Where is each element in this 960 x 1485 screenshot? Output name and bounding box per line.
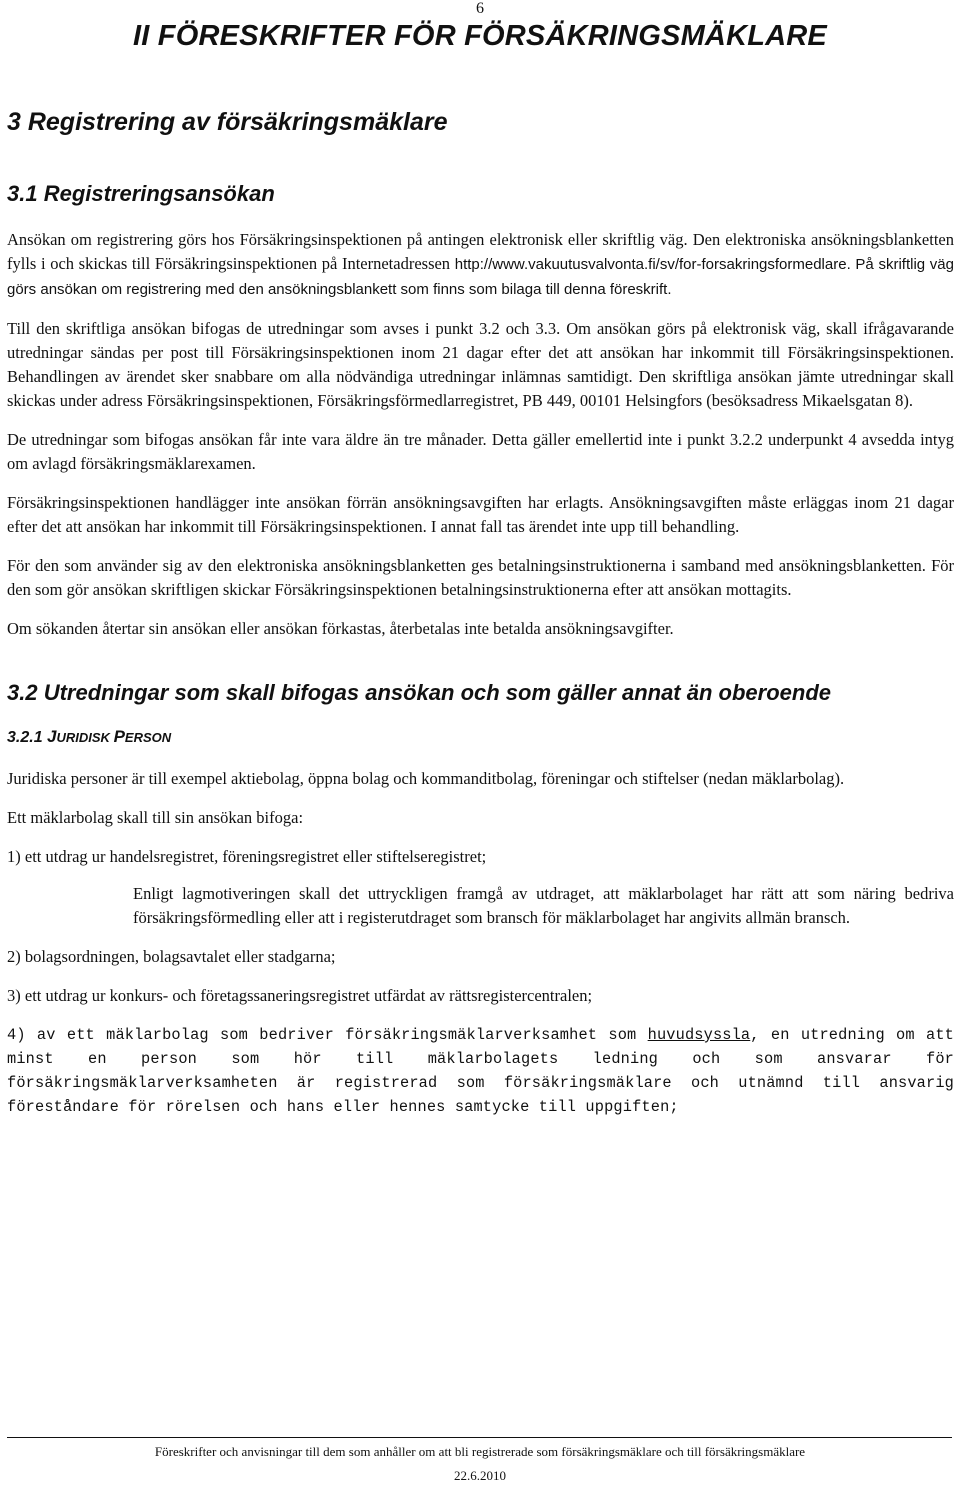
paragraph-legal-persons: Juridiska personer är till exempel aktiebolag, öppna bolag och kommanditbolag, föreningar och stiftelser (nedan mäklarbolag). xyxy=(7,769,845,788)
paragraph-payment-instructions: För den som använder sig av den elektroniska ansökningsblanketten ges betalningsinstruktionerna i samband med ansökningsblanketten. För den som gör ansökan skriftligen skickar Försäkringsinspektionen betalningsinstruktionerna efter att ansökan mottagits. xyxy=(7,556,954,599)
list-item-4 xyxy=(7,1023,954,1119)
footer-text: Föreskrifter och anvisningar till dem som anhåller om att bli registrerade som försäkringsmäklare och till försäkringsmäklare xyxy=(154,1444,806,1459)
list-item-4-text-rest: , en utredning om att minst en person som hör till mäklarbolagets ledning och som ansvarar för försäkringsmäklarverksamheten är registrerad som försäkringsmäklare och utnämnd till ansvarig föreståndare för rörelsen och hans eller hennes samtycke till uppgiften; xyxy=(7,1026,954,1116)
paragraph-text: Ansökan om registrering görs hos Försäkringsinspektionen på antingen elektronisk eller skriftlig väg. Den elektroniska ansökningsblanketten fylls i och skickas till Försäkringsinspektionen på Internetadressen xyxy=(7,230,954,273)
paragraph-application-fee: Försäkringsinspektionen handlägger inte ansökan förrän ansökningsavgiften har erlagts. Ansökningsavgiften måste erläggas inom 21 dagar efter det att ansökan har inkommit till Försäkringsinspektionen. I annat fall tas ärendet inte upp till behandling. xyxy=(7,493,954,536)
page-content xyxy=(7,104,954,1134)
list-item-2: 2) bolagsordningen, bolagsavtalet eller stadgarna; xyxy=(7,947,336,966)
list-item-1: 1) ett utdrag ur handelsregistret, föreningsregistret eller stiftelseregistret; xyxy=(7,847,487,866)
underlined-term: huvudsyssla xyxy=(647,1026,751,1044)
subsection-heading-3-1: 3.1 Registreringsansökan xyxy=(7,181,275,206)
heading-smallcaps-erson: ERSON xyxy=(124,730,172,745)
paragraph-attachments-intro: Ett mäklarbolag skall till sin ansökan bifoga: xyxy=(7,808,304,827)
footer-date: 22.6.2010 xyxy=(454,1468,506,1483)
page-number: 6 xyxy=(476,0,484,17)
paragraph-withdrawal: Om sökanden återtar sin ansökan eller ansökan förkastas, återbetalas inte betalda ansökningsavgifter. xyxy=(7,619,674,638)
list-item-4-text: 4) av ett mäklarbolag som bedriver försäkringsmäklarverksamhet som xyxy=(7,1026,648,1044)
heading-number: 3.2.1 xyxy=(7,729,48,746)
footer-divider xyxy=(7,1437,952,1438)
paragraph-age-of-documents: De utredningar som bifogas ansökan får inte vara äldre än tre månader. Detta gäller emellertid inte i punkt 3.2.2 underpunkt 4 avsedda intyg om avlagd försäkringsmäklarexamen. xyxy=(7,430,954,473)
chapter-header: II FÖRESKRIFTER FÖR FÖRSÄKRINGSMÄKLARE xyxy=(133,20,827,52)
heading-letter-p: P xyxy=(113,727,125,746)
subsection-heading-3-2: 3.2 Utredningar som skall bifogas ansökan och som gäller annat än oberoende xyxy=(7,680,831,705)
heading-smallcaps-uridisk: URIDISK xyxy=(56,730,114,745)
paragraph-text-url: http://www.vakuutusvalvonta.fi/sv/for-forsakringsformedlare. På skriftlig väg görs ansökan om registrering med den ansökningsblankett som finns som bilaga till denna föreskrift. xyxy=(7,256,954,298)
list-item-1-note: Enligt lagmotiveringen skall det uttryckligen framgå av utdraget, att mäklarbolaget har rätt att som näring bedriva försäkringsförmedling eller att i registerutdraget som bransch för mäklarbolaget har angivits allmän bransch. xyxy=(133,884,954,927)
heading-letter-j: J xyxy=(47,727,57,746)
paragraph-written-application: Till den skriftliga ansökan bifogas de utredningar som avses i punkt 3.2 och 3.3. Om ansökan görs på elektronisk väg, skall ifrågavarande utredningar sändas per post till Försäkringsinspektionen inom 21 dagar efter det att ansökan har inkommit till Försäkringsinspektionen. Behandlingen av ärendet sker snabbare om alla nödvändiga utredningar inlämnas samtidigt. Den skriftliga ansökan jämte utredningar skall skickas under adress Försäkringsinspektionen, Försäkringsförmedlarregistret, PB 449, 00101 Helsingfors (besöksadress Mikaelsgatan 8). xyxy=(7,319,954,410)
subsection-heading-3-2-1 xyxy=(7,725,954,750)
paragraph-registration-application xyxy=(7,228,954,302)
list-item-3: 3) ett utdrag ur konkurs- och företagssaneringsregistret utfärdat av rättsregistercentralen; xyxy=(7,986,593,1005)
section-heading: 3 Registrering av försäkringsmäklare xyxy=(7,108,448,136)
